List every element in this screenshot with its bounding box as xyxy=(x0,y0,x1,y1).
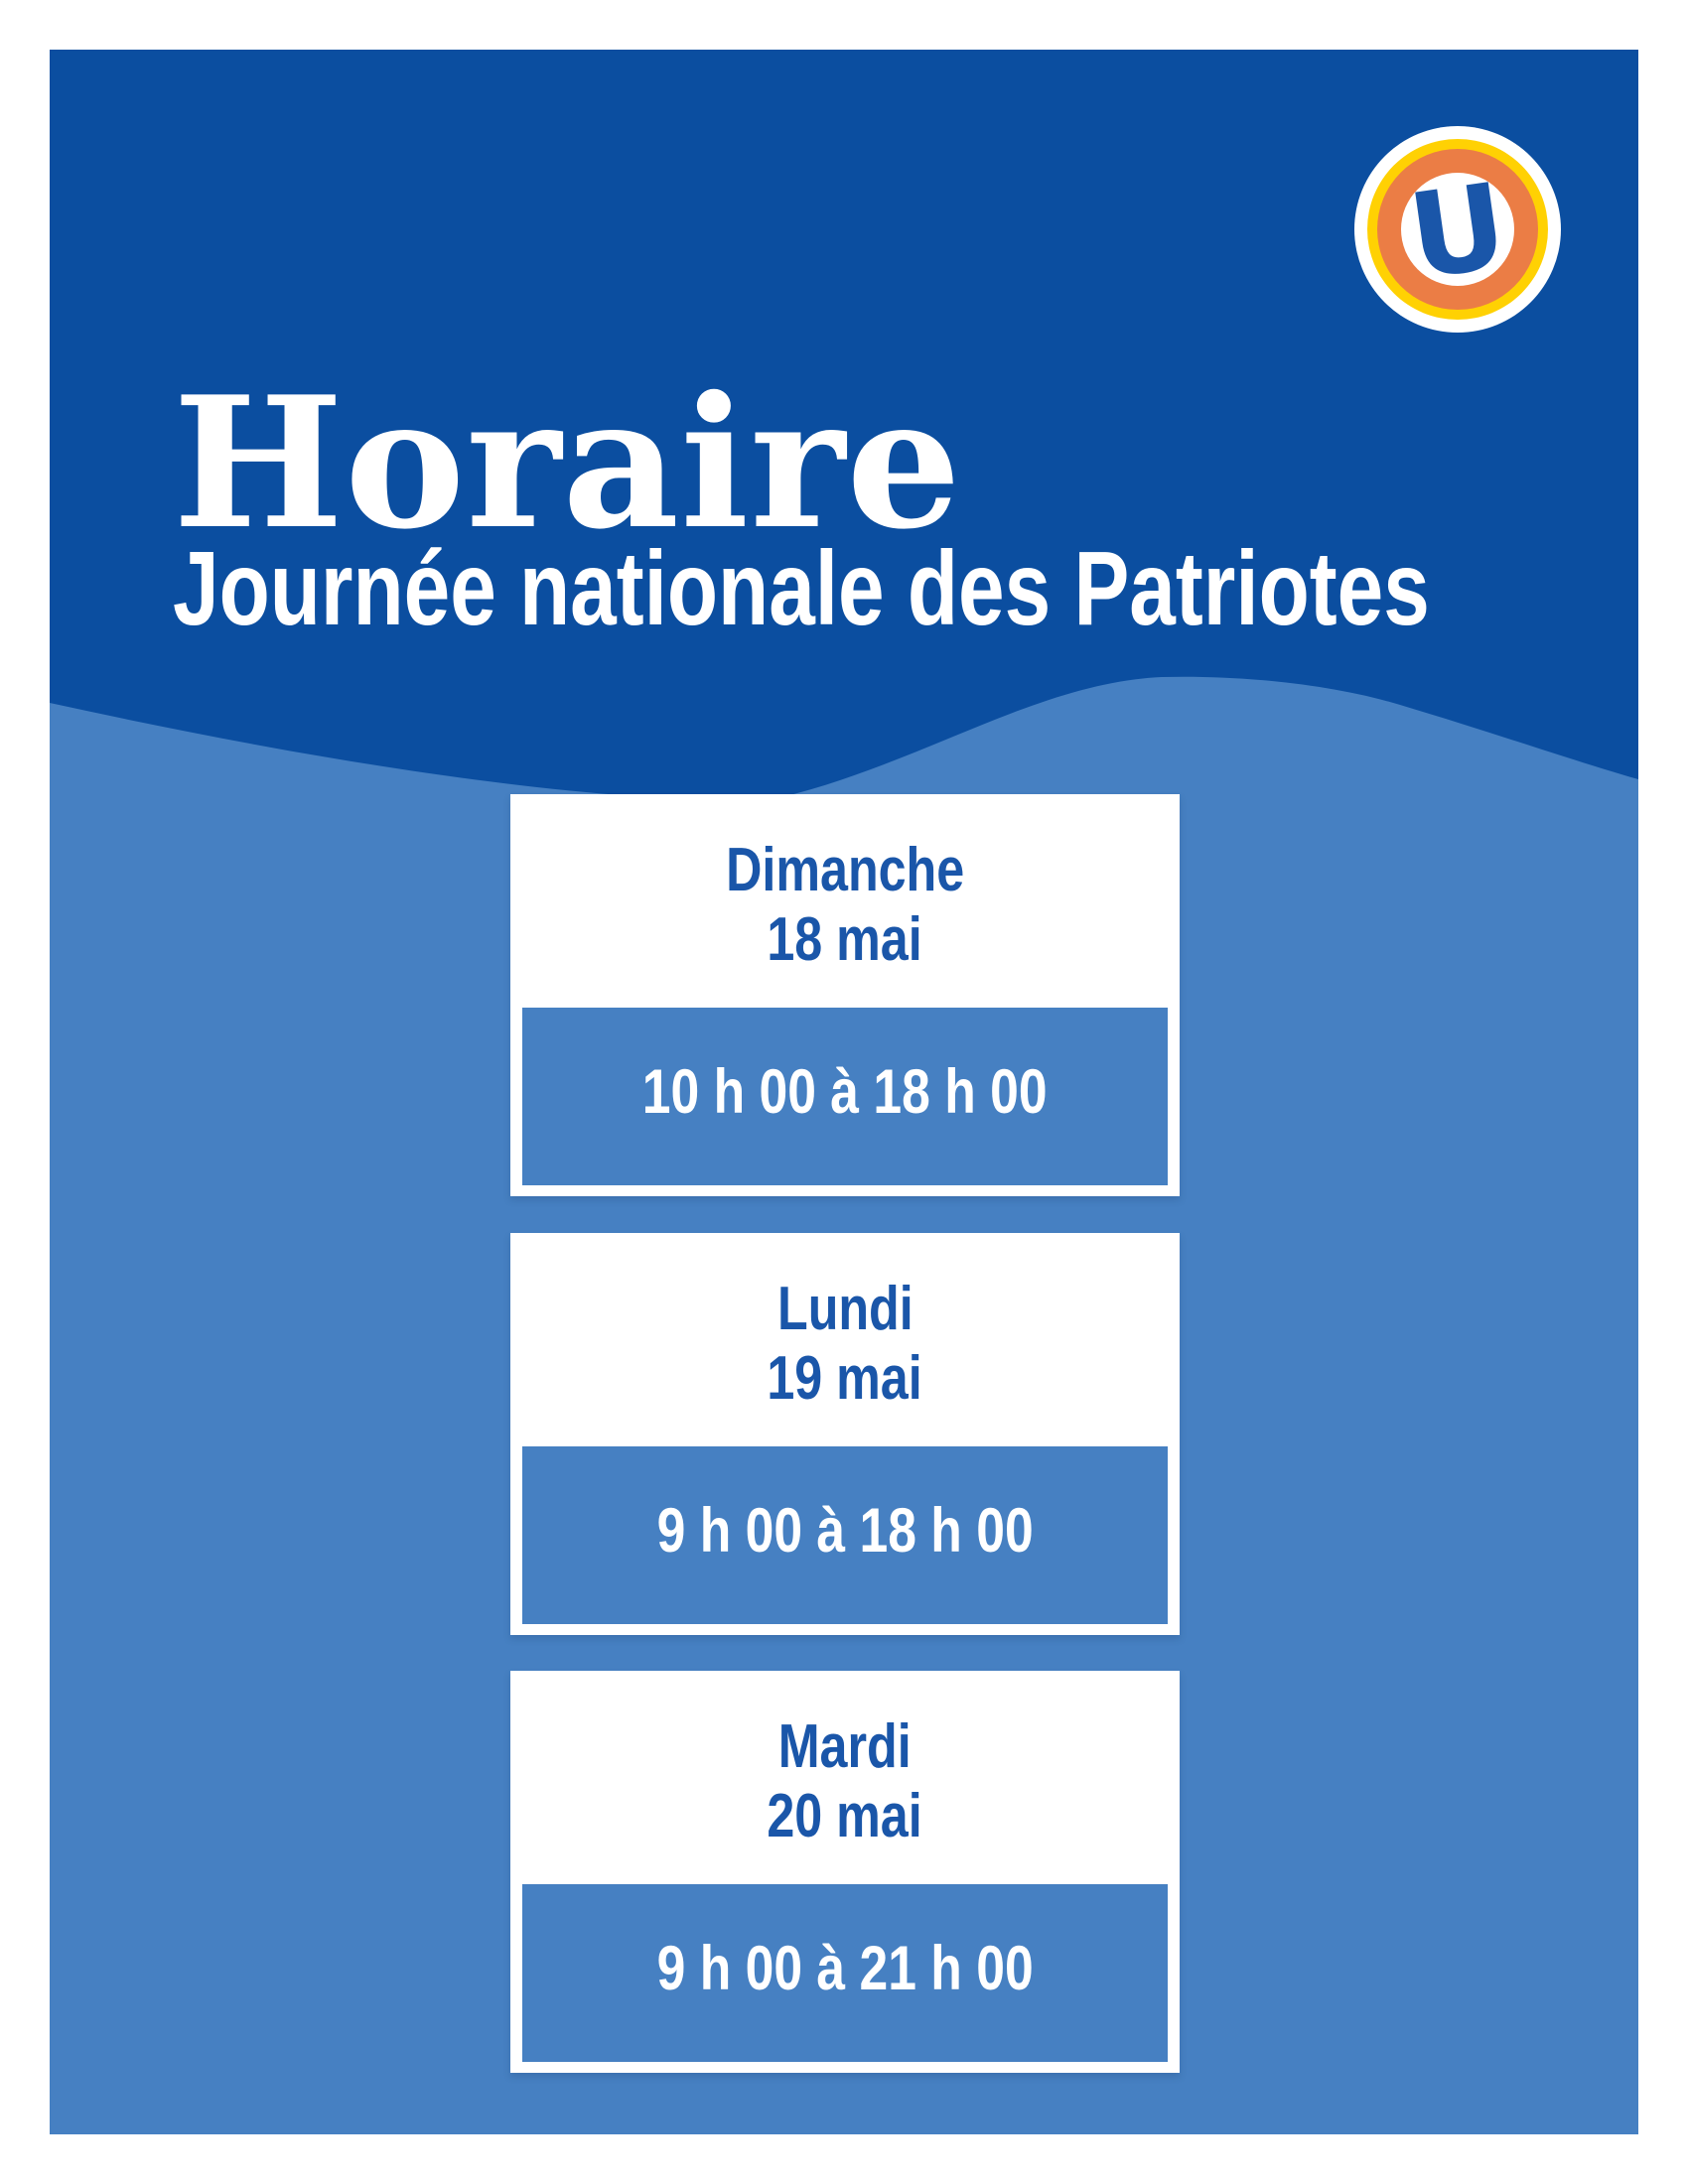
schedule-card-dimanche xyxy=(510,794,1180,1196)
hours-band xyxy=(522,1008,1168,1185)
schedule-card-mardi xyxy=(510,1671,1180,2073)
hours-label: 9 h 00 à 18 h 00 xyxy=(656,1496,1034,1566)
card-day-block xyxy=(522,794,1168,1008)
hours-band xyxy=(522,1446,1168,1624)
hours-label: 9 h 00 à 21 h 00 xyxy=(656,1934,1034,2003)
u-logo-letter: U xyxy=(1401,156,1515,306)
poster-body xyxy=(50,50,1638,2134)
day-label: Dimanche xyxy=(725,835,965,904)
card-day-block xyxy=(522,1671,1168,1884)
page-title: Horaire xyxy=(173,356,962,569)
date-label: 18 mai xyxy=(767,904,923,974)
card-day-block xyxy=(522,1233,1168,1446)
day-label: Lundi xyxy=(776,1274,914,1343)
hours-band xyxy=(522,1884,1168,2062)
day-label: Mardi xyxy=(778,1711,912,1781)
page-subtitle: Journée nationale des Patriotes xyxy=(173,530,1430,647)
schedule-card-lundi xyxy=(510,1233,1180,1635)
date-label: 20 mai xyxy=(767,1781,923,1850)
u-logo xyxy=(1354,126,1561,333)
hours-label: 10 h 00 à 18 h 00 xyxy=(642,1057,1048,1127)
date-label: 19 mai xyxy=(767,1343,923,1413)
u-logo-icon xyxy=(1354,126,1561,333)
